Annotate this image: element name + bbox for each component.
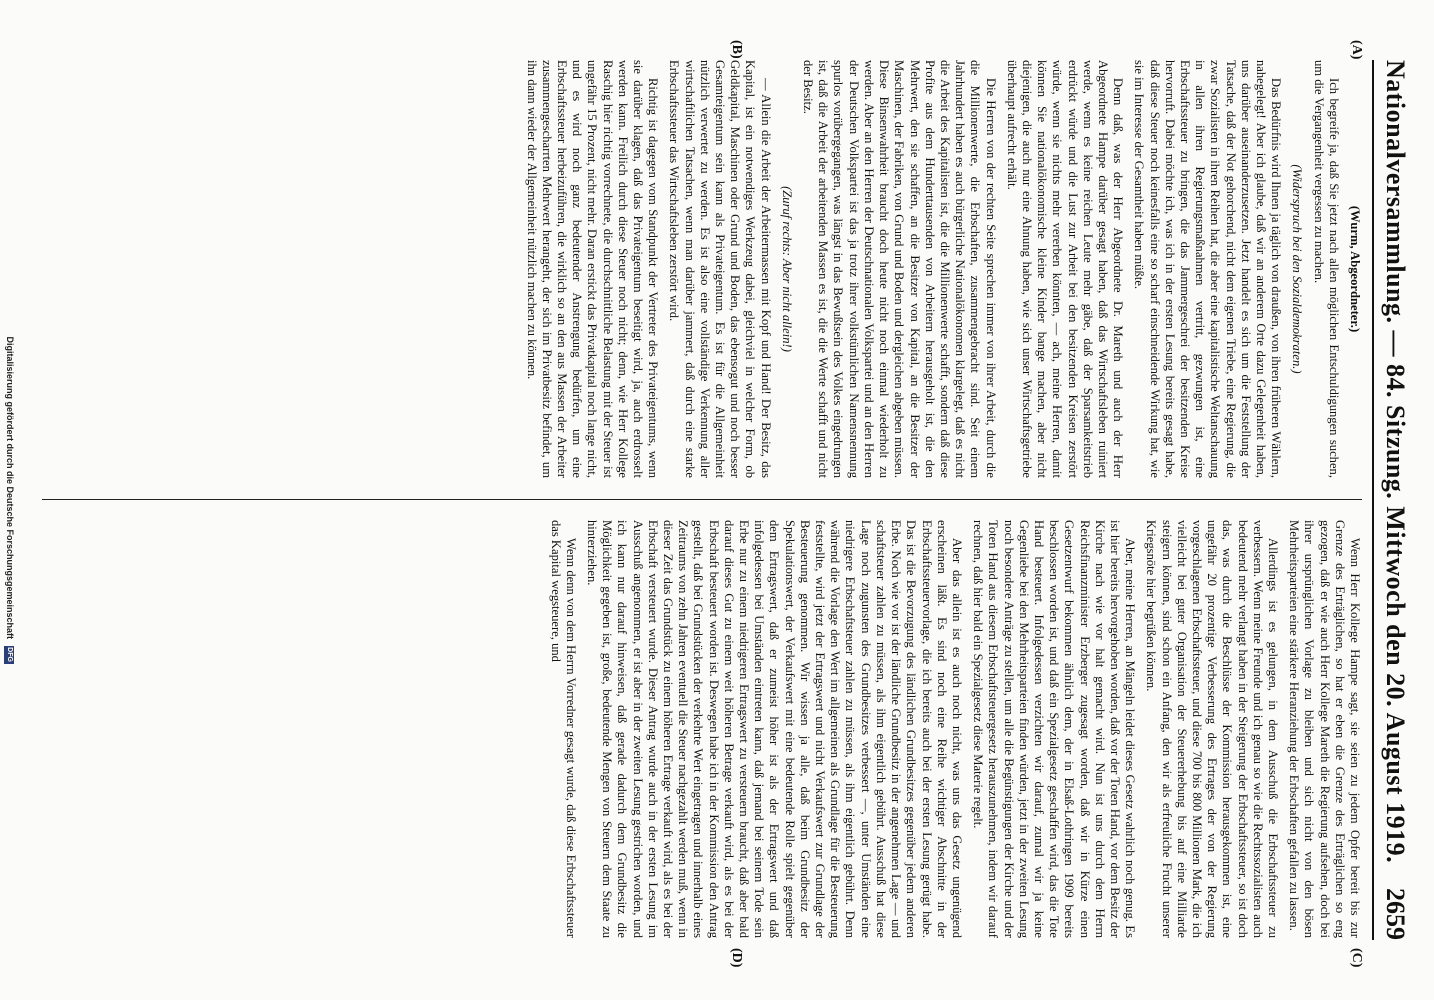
column-divider [42,499,1362,500]
margin-marker-b: (B) [729,40,744,59]
left-column [42,60,1362,478]
paragraph: Ich begreife ja, daß Sie jetzt nach allen möglichen Entschuldigungen suchen, um die Vergangenheit vergessen zu machen. [1311,60,1341,478]
interjection: (Zuruf rechts: Aber nicht allein!) [779,186,794,352]
credit-text: Digitalisierung gefördert durch die Deutsche Forschungsgemeinschaft [4,336,15,640]
speaker-line: (Wurm, Abgeordneter.) [1348,205,1362,333]
paragraph: — Allein die Arbeit der Arbeitermassen mit Kopf und Hand! Der Besitz, das Kapital, ist ein notwendiges Werkzeug dabei, gleichviel in welcher Form, ob Geldkapital, Maschinen oder Grund und Boden, das ebensogut und noch besser Gesamteigentum sein kann als Privateigentum. Es ist für die Allgemeinheit nützlich verwertet zu werden. Es ist also eine vollständige Verkennung aller wirtschaftlichen Tatsachen, wenn man darüber jammert, daß durch eine starke Erbschaftssteuer das Wirtschaftsleben zerstört wird. [667,60,773,478]
paragraph: Aber, meine Herren, an Mängeln leidet dieses Gesetz wahrlich noch genug. Es ist hier bereits hervorgehoben worden, daß vor der Toten Hand, vor dem Besitz der Kirche nach wie vor halt gemacht wird. Nun ist uns durch dem Herrn Reichsfinanzminister Erzberger zugesagt worden, daß wir in Kürze einen Gesetzentwurf bekommen ähnlich dem, der in Elsaß-Lothringen 1909 bereits beschlossen worden ist, und daß ein Spezialgesetz geschaffen wird, das die Tote Hand besteuert. Infolgedessen verzichten wir darauf, zumal wir ja keine Gegenliebe bei den Mehrheitsparteien finden würden, jetzt in der zweiten Lesung noch besondere Anträge zu stellen, um alle die Begünstigungen der Kirche und der Toten Hand aus diesem Erbschaftsteuergesetz herauszunehmen, indem wir darauf rechnen, daß hier bald ein Spezialgesetz diese Materie regelt. [971,520,1138,938]
interjection: (Widerspruch bei den Sozialdemokraten.) [1290,164,1305,374]
paragraph: Denn daß, was der Herr Abgeordnete Dr. Mareth und auch der Herr Abgeordnete Hampe darüber gesagt haben, daß das Wirtschaftsleben ruiniert werde, wenn es keine reichen Leute mehr gäbe, daß der Sparsamkeitstrieb erdrückt würde und die Lust zur Arbeit bei den besitzenden Kreisen zerstört würde, wenn sie nichts mehr vererben könnten, — ach, meine Herren, damit können Sie nationalökonomische kleine Kinder bange machen, aber nicht diejenigen, die auch nur eine Ahnung haben, wie sich unser Wirtschaftsgetriebe überhaupt aufrecht erhält. [1004,60,1126,478]
margin-marker-d: (D) [729,948,744,968]
paragraph: Allerdings ist es gelungen, in dem Ausschuß die Erbschaftssteuer zu verbessern. Wenn meine Freunde und ich genau so wie die Rechtssozialisten auch bedeutend mehr verlangt haben in der Steigerung der Erbschaftssteuer, so ist doch das, was durch die Beschlüsse der Kommission herausgekommen ist, eine ungefähr 20 prozentige Verbesserung des Ertrages der von der Regierung vorgeschlagenen Erbschaftssteuer, und diese 700 bis 800 Millionen Mark, die ich vielleicht bei guter Organisation der Steuererhebung bis auf eine Milliarde steigern können, sind schon ein Anfang, den wir als erfreuliche Frucht unserer Kriegsnöte hier begrüßen können. [1144,520,1280,938]
paragraph: Richtig ist dagegen vom Standpunkt der Vertreter des Privateigentums, wenn sie darüber klagen, daß das Privateigentum beseitigt wird, ja, auch erdrosselt werden kann. Freilich durch diese Steuer noch nicht; denn, wie Herr Kollege Raschig hier richtig vorrechnete, die durchschnittliche Belastung mit der Steuer ist ungefähr 15 Prozent, nicht mehr. Daran erstickt das Privatkapital noch lange nicht, und es wird noch ganz bedeutender Anstrengung bedürfen, um eine Erbschaftssteuer herbeizuführen, die wirklich so an den aus Massen der Arbeiter zusammengescharrten Mehrwert herangeht, der sich im Privatbesitz befindet, um ihn dann wieder der Allgemeinheit nützlich machen zu können. [524,60,661,478]
margin-marker-a: (A) [1349,40,1364,60]
page-number: 2659 [1381,888,1410,940]
header-title: Nationalversammlung. — 84. Sitzung. Mittwoch den 20. August 1919. [1381,60,1410,864]
page-header [1372,60,1414,940]
paragraph: Aber das allein ist es auch noch nicht, was uns das Gesetz ungenügend erscheinen läßt. Es sind noch eine Reihe wichtiger Abschnitte in der Erbschaftssteuervorlage, die ich bereits auch bei der ersten Lesung gerügt habe. Das ist die Bevorzugung des ländlichen Grundbesitzes gegenüber jedem anderen Erbe. Noch wie vor ist der ländliche Grundbesitz in der angenehmen Lage — und schaftsteuer zahlen zu müssen, als ihm eigentlich gebührt. Ausschuß hat diese Lage noch zugunsten des Grundbesitzes verbessert —, unter Umständen eine niedrigere Erbschaftsteuer zahlen zu müssen, als ihm eigentlich gebührt. Denn während die Vorlage den Wert im allgemeinen als Grundlage für die Besteuerung feststellte, wird jetzt der Ertragswert und nicht Verkaufswert zur Grundlage der Besteuerung genommen. Wir wissen ja alle, daß beim Grundbesitz der Spekulationswert, der Verkaufswert mit eine bedeutende Rolle spielt gegenüber dem Ertragswert, daß er zumeist höher ist als der Ertragswert und daß infolgedessen bei Umständen eintreten kann, daß jemand bei seinem Tode sein Erbe nur zu einem niedrigeren Ertragswert zu versteuern braucht, daß aber bald darauf dieses Gut zu einem weit höheren Betrage verkauft wird, als es bei der Erbschaft besteuert worden ist. Deswegen habe ich in der Kommission den Antrag gestellt, daß bei Grundstücken der verkehrte Wert eingetragen und innerhalb eines Zeitraums von zehn Jahren eventuell die Steuer nachgezahlt werden muß, wenn in dieser Zeit das Grundstück zu einem höheren Ertrage verkauft wird, als es bei der Erbschaft versteuert wurde. Dieser Antrag wurde auch in der ersten Lesung im Ausschuß angenommen, er ist aber in der zweiten Lesung gestrichen worden, und ich kann nur darauf hinweisen, daß gerade dadurch dem Grundbesitz die Möglichkeit gegeben ist, große, bedeutende Mengen von Steuern dem Staate zu hinterziehen. [585,520,964,938]
paragraph: Wenn denn von dem Herrn Vorredner gesagt wurde, daß diese Erbschaftssteuer das Kapital wegsteuere, und [548,520,578,938]
paragraph: Das Bedürfnis wird Ihnen ja täglich von draußen, von ihren früheren Wählern, nahegelegt! Aber ich glaube, daß wir an anderem Orte dazu Gelegenheit haben, uns darüber auseinanderzusetzen. Jetzt handelt es sich um die Feststellung der Tatsache, daß der Not gehorchend, nicht dem eigenen Triebe, eine Regierung, die zwar Sozialisten in ihren Reihen hat, die aber eine kapitalistische Weltanschauung in allen ihren Regierungsmaßnahmen vertritt, gezwungen ist, eine Erbschaftssteuer zu bringen, die das Jammergeschrei der besitzenden Kreise hervorruft. Dabei möchte ich, was ich in der ersten Lesung bereits gesagt habe, daß diese Steuer noch keinesfalls eine so scharf einschneidende Wirkung hat, wie sie im Interesse der Gesamtheit haben müßte. [1132,60,1284,478]
digitization-credit [4,0,15,1000]
paragraph: Die Herren von der rechten Seite sprechen immer von ihrer Arbeit, durch die die Millionenwerte, die Erbschaften, zusammengebracht sind. Seit einem Jahrhundert haben es auch bürgerliche Nationalökonomen klargelegt, daß es nicht die Arbeit des Kapitalisten ist, die die Millionenwerte schafft, sondern daß diese Profite aus dem Hunderttausenden von Arbeitern herausgeholt ist, die den Mehrwert, den sie schaffen, an die Besitzer von Kapital, an die Besitzer der Maschinen, der Fabriken, von Grund und Boden und dergleichen abgeben müssen. Diese Binsenwahrheit braucht doch heute nicht noch einmal wiederholt zu werden. Aber an den Herren der Deutschnationalen Volkspartei und an den Herren der Deutschen Volkspartei ist das ja trotz ihrer volkstümlichen Namensnennung spurlos vorübergegangen, was längst in das Bewußtsein des Volkes eingedrungen ist, daß die Arbeit der arbeitenden Massen es ist, die die Werte schafft und nicht der Besitz. [801,60,998,478]
paragraph: Wenn Herr Kollege Hampe sagt, sie seien zu jedem Opfer bereit bis zur Grenze des Erträglichen, so hat er eben die Grenze des Erträglichen so eng gezogen, daß er wie auch Herr Kollege Mareth die Regierung aufsehen, doch bei ihrer ursprünglichen Vorlage zu bleiben und sich nicht von den bösen Mehrheitsparteien eine stärkere Heranziehung der Erbschaften gefallen zu lassen. [1287,520,1362,938]
margin-marker-c: (C) [1349,948,1364,968]
dfg-logo-icon: DFG [6,647,13,662]
right-column [42,520,1362,938]
